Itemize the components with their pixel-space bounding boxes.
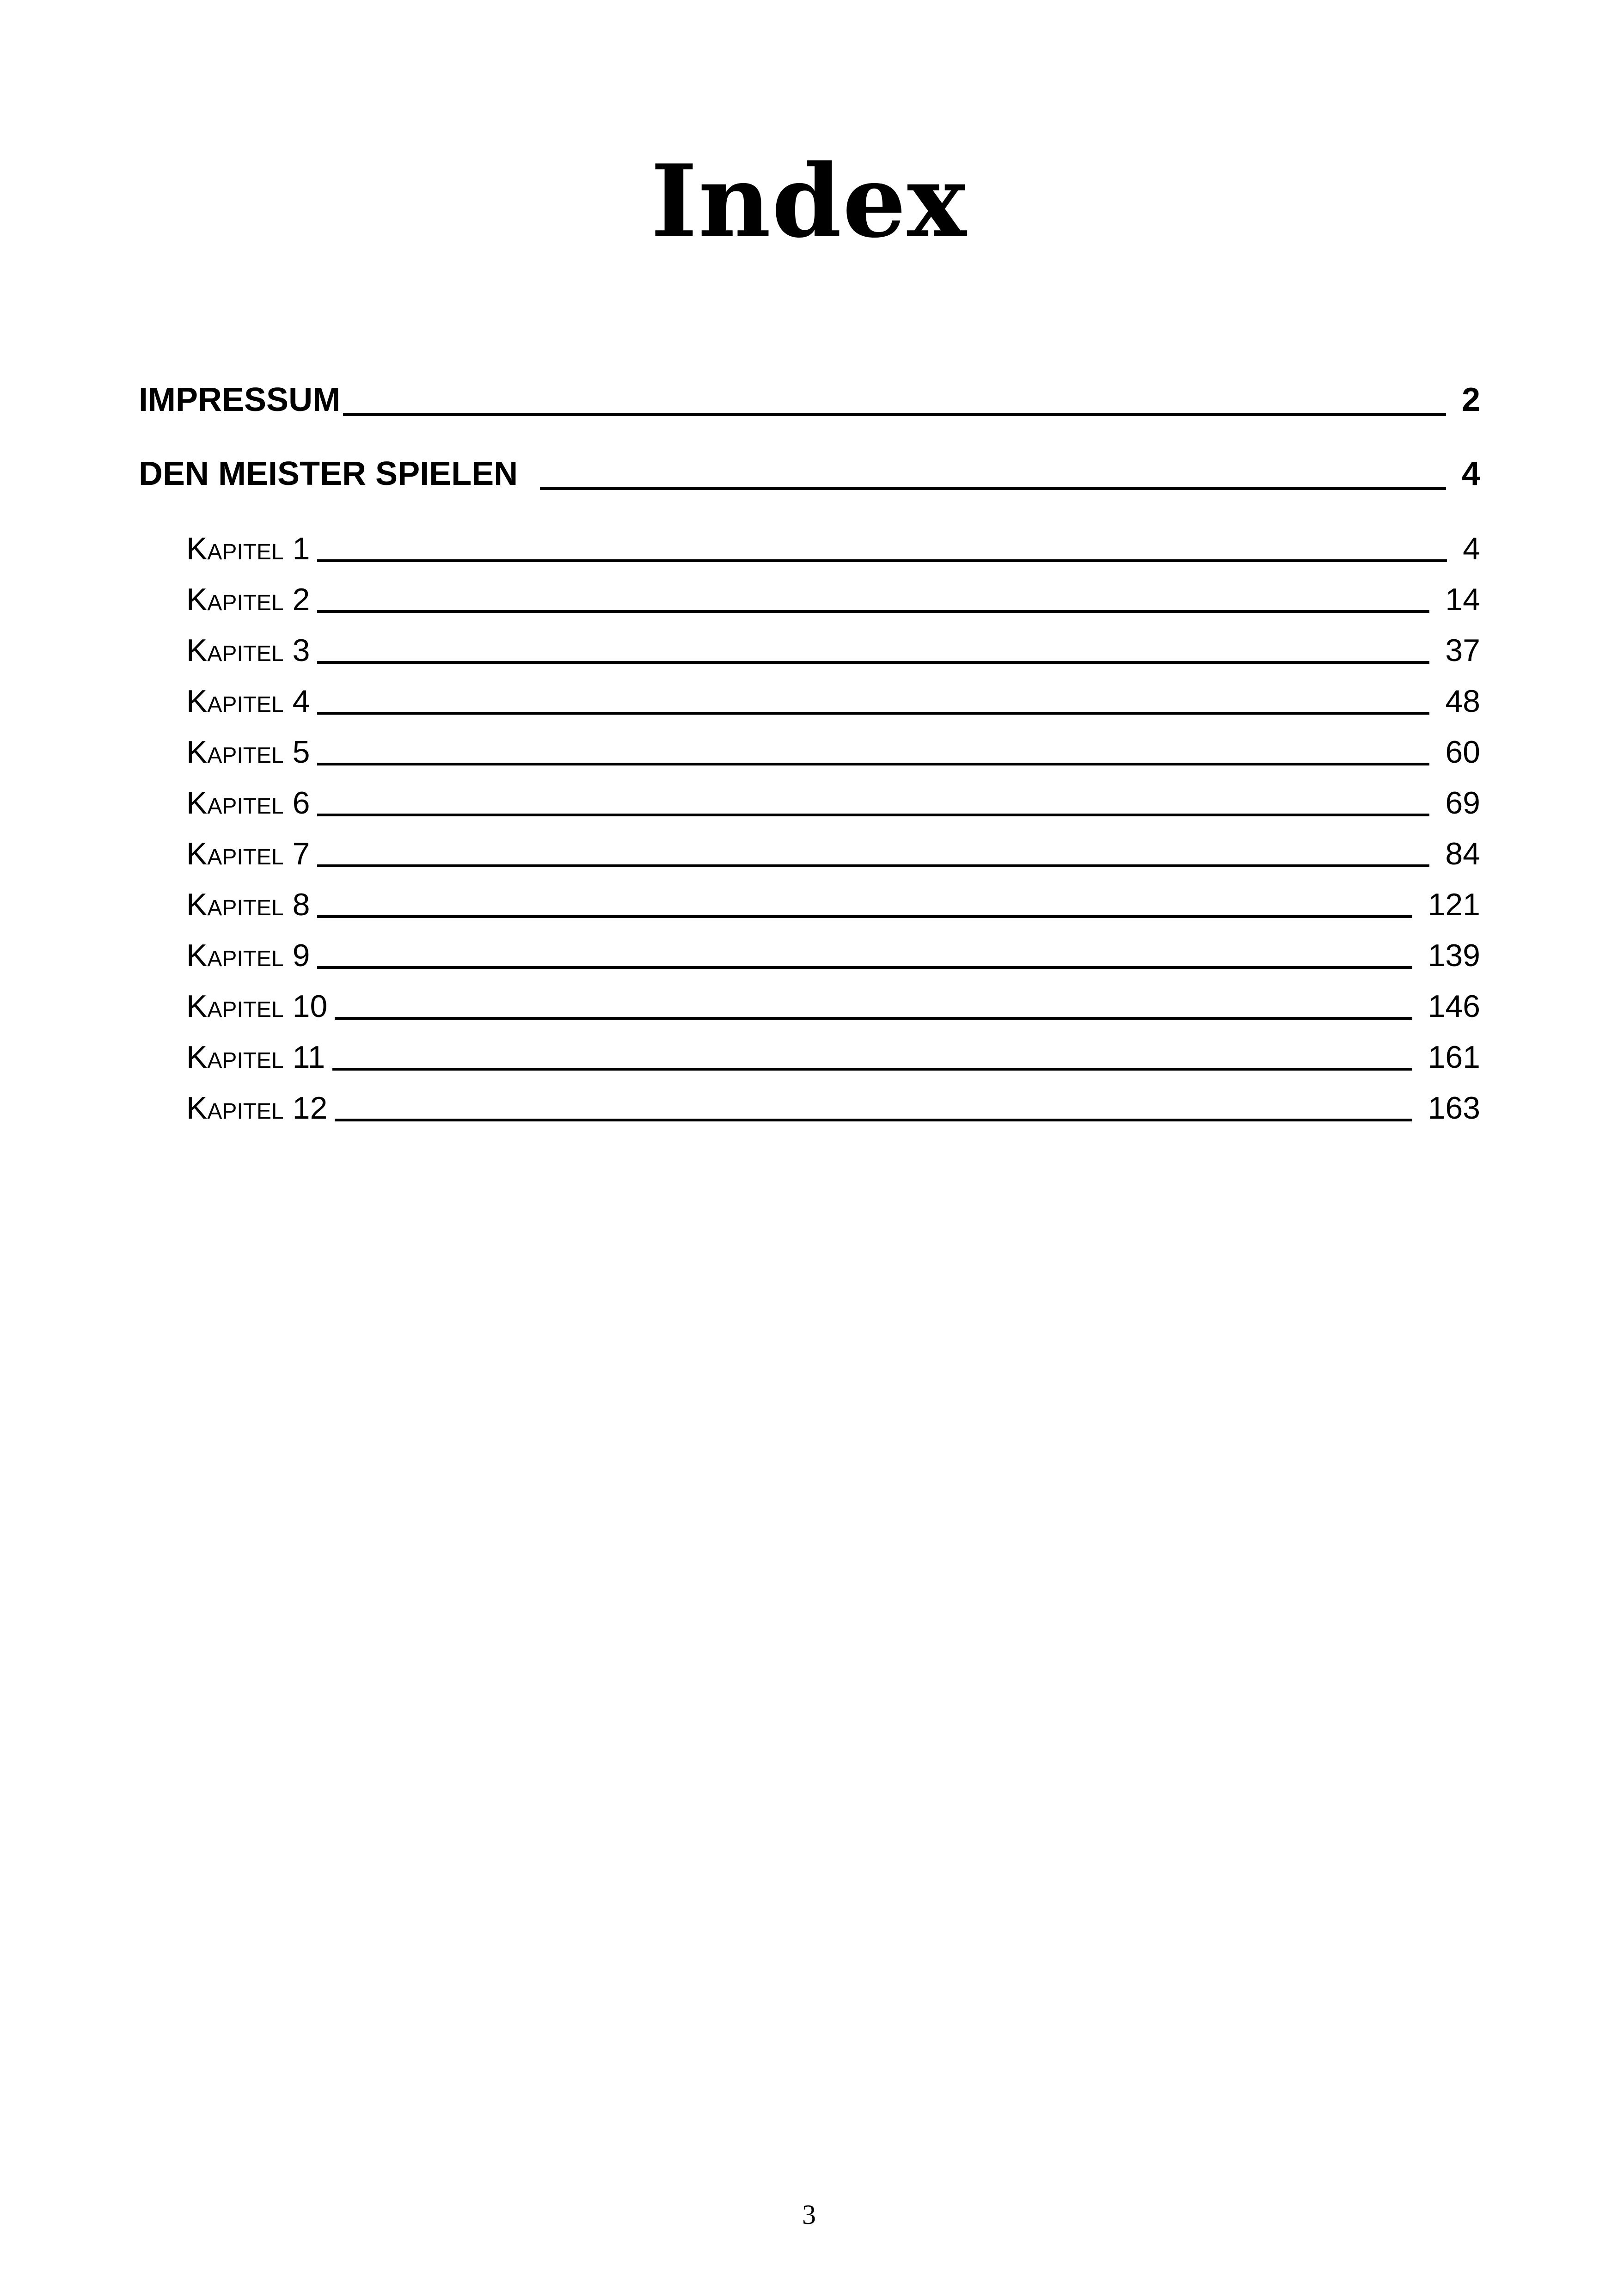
toc-leader-line bbox=[317, 864, 1429, 867]
toc-entry-page: 84 bbox=[1445, 836, 1480, 871]
page-title: Index bbox=[650, 142, 968, 260]
toc-leader-line bbox=[317, 966, 1412, 969]
toc-entry-kapitel-6[interactable] bbox=[186, 783, 1480, 823]
toc-entry-kapitel-10[interactable] bbox=[186, 986, 1480, 1026]
toc-entry-page: 14 bbox=[1445, 582, 1480, 617]
toc-leader-line bbox=[317, 915, 1412, 918]
toc-entry-label: Kapitel 10 bbox=[186, 989, 328, 1024]
toc-entry-page: 4 bbox=[1461, 455, 1480, 492]
toc-leader-line bbox=[343, 413, 1446, 416]
toc-leader-line bbox=[317, 559, 1447, 562]
toc-entry-kapitel-2[interactable] bbox=[186, 580, 1480, 619]
toc-entry-page: 37 bbox=[1445, 633, 1480, 668]
toc-entry-label: Kapitel 11 bbox=[186, 1040, 325, 1075]
toc-entry-label: Kapitel 8 bbox=[186, 887, 310, 922]
toc-entry-den-meister-spielen[interactable] bbox=[139, 453, 1480, 495]
toc-entry-label: Kapitel 6 bbox=[186, 785, 310, 820]
page-number: 3 bbox=[802, 2199, 816, 2230]
toc-leader-line bbox=[317, 610, 1429, 613]
toc-leader-line bbox=[317, 661, 1429, 664]
toc-entry-label: Kapitel 2 bbox=[186, 582, 310, 617]
toc-entry-label: Kapitel 12 bbox=[186, 1090, 328, 1126]
toc-entry-kapitel-5[interactable] bbox=[186, 732, 1480, 772]
toc-entry-page: 139 bbox=[1428, 938, 1480, 973]
toc-entry-kapitel-4[interactable] bbox=[186, 681, 1480, 721]
toc-leader-line bbox=[335, 1119, 1412, 1121]
toc-entry-label: IMPRESSUM bbox=[139, 381, 341, 418]
toc-entry-label: Kapitel 9 bbox=[186, 938, 310, 973]
toc-leader-line bbox=[540, 487, 1446, 490]
toc-leader-line bbox=[317, 763, 1429, 765]
toc-entry-page: 121 bbox=[1428, 887, 1480, 922]
toc-entry-kapitel-3[interactable] bbox=[186, 631, 1480, 670]
toc-entry-kapitel-12[interactable] bbox=[186, 1088, 1480, 1128]
toc-entry-kapitel-11[interactable] bbox=[186, 1037, 1480, 1077]
toc-entry-page: 60 bbox=[1445, 735, 1480, 770]
toc-entry-kapitel-8[interactable] bbox=[186, 885, 1480, 925]
toc-entry-page: 69 bbox=[1445, 785, 1480, 820]
toc-entry-page: 161 bbox=[1428, 1040, 1480, 1075]
toc-leader-line bbox=[317, 814, 1429, 816]
toc-entry-label: Kapitel 3 bbox=[186, 633, 310, 668]
toc-entry-page: 163 bbox=[1428, 1090, 1480, 1126]
toc-entry-label: Kapitel 1 bbox=[186, 531, 310, 566]
toc-entry-label: Kapitel 4 bbox=[186, 684, 310, 719]
toc-entry-kapitel-9[interactable] bbox=[186, 936, 1480, 975]
toc-leader-line bbox=[317, 712, 1429, 715]
toc-leader-line bbox=[332, 1068, 1412, 1071]
toc-entry-label: DEN MEISTER SPIELEN bbox=[139, 455, 518, 492]
toc-entry-kapitel-1[interactable] bbox=[186, 529, 1480, 569]
toc-entry-page: 2 bbox=[1461, 381, 1480, 418]
toc-entry-impressum[interactable] bbox=[139, 379, 1480, 421]
toc-entry-page: 48 bbox=[1445, 684, 1480, 719]
toc-entry-page: 4 bbox=[1463, 531, 1480, 566]
toc-entry-label: Kapitel 7 bbox=[186, 836, 310, 871]
toc-entry-label: Kapitel 5 bbox=[186, 735, 310, 770]
toc-entry-page: 146 bbox=[1428, 989, 1480, 1024]
toc-leader-line bbox=[335, 1017, 1412, 1020]
toc-entry-kapitel-7[interactable] bbox=[186, 834, 1480, 874]
